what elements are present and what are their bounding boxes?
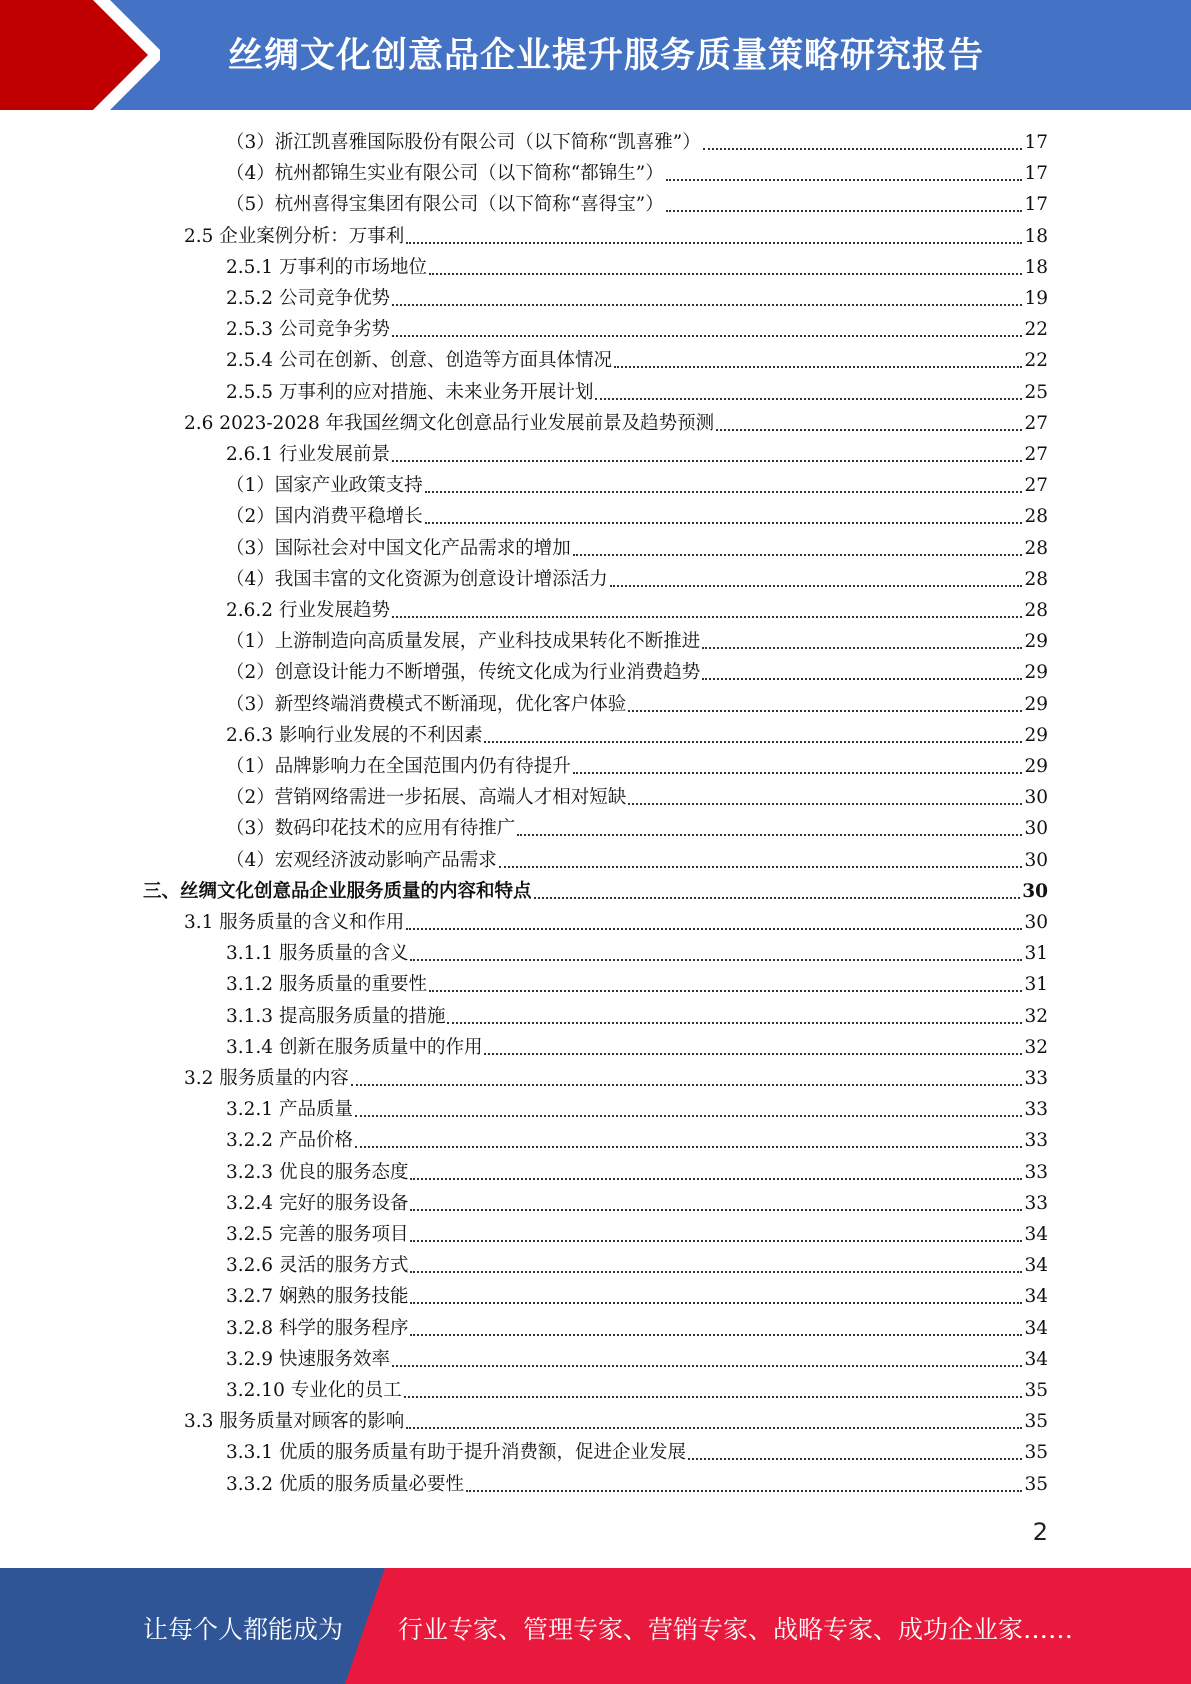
toc-dot-leader [410,1263,1022,1273]
toc-entry-label: 3.3.2 优质的服务质量必要性 [226,1473,464,1495]
report-title: 丝绸文化创意品企业提升服务质量策略研究报告 [228,36,985,76]
toc-entry-label: （1）国家产业政策支持 [226,475,423,497]
toc-dot-leader [534,889,1021,899]
toc-entry-page: 33 [1024,1099,1048,1121]
toc-entry-page: 30 [1024,787,1048,809]
toc-entry-label: 3.2 服务质量的内容 [184,1068,349,1089]
toc-dot-leader [614,358,1022,368]
toc-entry-label: （4）宏观经济波动影响产品需求 [226,849,497,871]
toc-entry[interactable] [226,814,1048,842]
toc-entry[interactable] [184,409,1048,437]
toc-dot-leader [410,1201,1022,1211]
toc-dot-leader [355,1138,1023,1148]
toc-entry[interactable] [226,1158,1048,1186]
toc-entry[interactable] [226,846,1048,874]
toc-dot-leader [425,514,1023,524]
toc-entry-page: 19 [1024,288,1048,309]
toc-entry[interactable] [226,783,1048,811]
toc-entry-page: 29 [1024,631,1048,653]
toc-entry-label: 2.5.5 万事利的应对措施、未来业务开展计划 [226,381,594,403]
toc-dot-leader [573,764,1023,774]
toc-entry-label: （2）国内消费平稳增长 [226,506,423,528]
toc-entry-label: 3.1.1 服务质量的含义 [226,943,409,965]
toc-entry[interactable] [226,1095,1048,1123]
toc-entry-page: 30 [1024,912,1048,933]
toc-entry[interactable] [226,1220,1048,1248]
toc-dot-leader [392,1357,1022,1367]
toc-entry-page: 30 [1022,880,1048,902]
toc-entry-page: 34 [1024,1317,1048,1339]
toc-entry-label: 3.2.7 娴熟的服务技能 [226,1286,409,1308]
toc-entry-label: （4）我国丰富的文化资源为创意设计增添活力 [226,568,608,590]
toc-entry[interactable] [226,596,1048,624]
toc-dot-leader [466,1482,1022,1492]
toc-entry-page: 33 [1024,1068,1048,1089]
toc-entry-label: （4）杭州都锦生实业有限公司（以下简称“都锦生”） [226,163,664,185]
toc-dot-leader [410,1170,1022,1180]
toc-entry-page: 34 [1024,1286,1048,1308]
toc-dot-leader [410,1326,1022,1336]
toc-dot-leader [410,1294,1022,1304]
toc-dot-leader [392,296,1022,306]
toc-entry-page: 29 [1024,724,1048,746]
toc-entry-label: 3.2.5 完善的服务项目 [226,1224,409,1245]
toc-entry[interactable] [226,1438,1048,1466]
toc-entry[interactable] [226,1251,1048,1279]
toc-entry-page: 31 [1024,974,1048,996]
toc-entry-label: 3.1.2 服务质量的重要性 [226,974,427,996]
footer-slogan-left: 让每个人都能成为 [143,1615,344,1644]
toc-dot-leader [392,452,1022,462]
toc-dot-leader [703,140,1023,150]
toc-entry-label: （3）数码印花技术的应用有待推广 [226,818,516,840]
toc-dot-leader [404,1388,1023,1398]
toc-entry[interactable] [226,502,1048,530]
toc-entry[interactable] [226,565,1048,593]
toc-dot-leader [351,1076,1023,1086]
toc-entry-page: 33 [1024,1130,1048,1152]
toc-entry-page: 30 [1024,849,1048,871]
toc-dot-leader [410,951,1022,961]
toc-entry-page: 32 [1024,1005,1048,1027]
toc-entry[interactable] [226,1282,1048,1310]
toc-entry-label: （3）浙江凯喜雅国际股份有限公司（以下简称“凯喜雅”） [226,132,701,153]
toc-entry-page: 22 [1024,319,1048,341]
toc-entry-label: 3.1.4 创新在服务质量中的作用 [226,1036,483,1058]
toc-entry-page: 32 [1024,1036,1048,1058]
toc-dot-leader [499,858,1023,868]
toc-entry[interactable] [143,877,1048,905]
toc-entry[interactable] [226,253,1048,281]
toc-entry[interactable] [226,284,1048,312]
toc-entry-label: 3.1.3 提高服务质量的措施 [226,1005,446,1027]
toc-entry-label: （5）杭州喜得宝集团有限公司（以下简称“喜得宝”） [226,194,664,216]
toc-entry[interactable] [226,534,1048,562]
toc-entry-page: 33 [1024,1161,1048,1183]
toc-entry-label: 2.6.3 影响行业发展的不利因素 [226,724,483,746]
toc-entry-label: （1）品牌影响力在全国范围内仍有待提升 [226,756,571,777]
toc-entry-page: 35 [1024,1473,1048,1495]
toc-dot-leader [406,234,1022,244]
toc-entry[interactable] [226,315,1048,343]
toc-entry-page: 28 [1024,568,1048,590]
toc-entry-label: 3.2.8 科学的服务程序 [226,1317,409,1339]
toc-entry[interactable] [226,939,1048,967]
toc-dot-leader [595,390,1022,400]
toc-entry-label: （3）新型终端消费模式不断涌现，优化客户体验 [226,693,627,715]
toc-entry[interactable] [226,1345,1048,1373]
toc-entry[interactable] [184,1064,1048,1092]
toc-entry-label: 3.3 服务质量对顾客的影响 [184,1411,405,1433]
toc-entry-page: 18 [1024,225,1048,247]
toc-entry-page: 27 [1024,444,1048,465]
toc-entry-label: 3.2.1 产品质量 [226,1099,353,1121]
toc-entry[interactable] [226,1376,1048,1404]
toc-entry-page: 34 [1024,1224,1048,1245]
toc-entry-label: 2.5.3 公司竞争劣势 [226,319,390,341]
toc-entry-label: 3.2.3 优良的服务态度 [226,1161,409,1183]
toc-entry-page: 31 [1024,943,1048,965]
toc-dot-leader [517,826,1022,836]
toc-entry-label: 三、丝绸文化创意品企业服务质量的内容和特点 [143,880,532,902]
toc-entry-page: 35 [1024,1411,1048,1433]
toc-entry-page: 30 [1024,818,1048,840]
toc-entry-page: 17 [1024,194,1048,216]
toc-entry[interactable] [184,222,1048,250]
toc-entry-page: 29 [1024,662,1048,684]
toc-entry[interactable] [226,970,1048,998]
toc-entry-page: 29 [1024,693,1048,715]
toc-entry[interactable] [226,346,1048,374]
toc-dot-leader [447,1014,1022,1024]
toc-dot-leader [484,1045,1022,1055]
toc-entry-label: 2.6.2 行业发展趋势 [226,600,390,621]
toc-entry[interactable] [226,1189,1048,1217]
toc-dot-leader [716,421,1022,431]
toc-entry[interactable] [226,752,1048,780]
toc-entry-label: 3.1 服务质量的含义和作用 [184,912,405,933]
toc-entry-page: 28 [1024,600,1048,621]
footer-slogan-right: 行业专家、管理专家、营销专家、战略专家、成功企业家…… [398,1615,1074,1644]
toc-dot-leader [429,265,1022,275]
header-chevron-decoration [0,0,160,110]
page-footer [0,1568,1191,1684]
toc-entry-label: 2.5.4 公司在创新、创意、创造等方面具体情况 [226,350,612,372]
toc-dot-leader [429,982,1022,992]
toc-entry-page: 33 [1024,1192,1048,1214]
toc-entry[interactable] [226,159,1048,187]
toc-entry[interactable] [226,627,1048,655]
toc-entry-page: 17 [1024,132,1048,153]
toc-entry-label: 2.5.1 万事利的市场地位 [226,256,427,278]
page-number: 2 [1032,1518,1048,1546]
toc-entry-label: 3.2.10 专业化的员工 [226,1380,402,1401]
toc-entry[interactable] [226,1033,1048,1061]
toc-entry[interactable] [226,721,1048,749]
toc-entry[interactable] [184,1407,1048,1435]
toc-entry-label: 3.3.1 优质的服务质量有助于提升消费额，促进企业发展 [226,1442,686,1464]
toc-dot-leader [484,733,1022,743]
toc-entry[interactable] [226,128,1048,156]
toc-entry[interactable] [226,1470,1048,1498]
toc-dot-leader [425,483,1023,493]
toc-dot-leader [702,639,1022,649]
toc-entry-label: （3）国际社会对中国文化产品需求的增加 [226,537,571,559]
toc-entry-label: 3.2.2 产品价格 [226,1130,353,1152]
toc-entry[interactable] [226,1314,1048,1342]
toc-entry-page: 34 [1024,1255,1048,1277]
toc-entry-page: 27 [1024,412,1048,434]
toc-dot-leader [392,608,1022,618]
toc-entry-page: 18 [1024,256,1048,278]
toc-entry[interactable] [226,190,1048,218]
toc-entry-label: 2.5.2 公司竞争优势 [226,288,390,309]
toc-entry-page: 27 [1024,475,1048,497]
toc-entry[interactable] [226,1126,1048,1154]
toc-entry[interactable] [184,908,1048,936]
toc-entry-page: 22 [1024,350,1048,372]
toc-dot-leader [688,1450,1022,1460]
toc-entry[interactable] [226,440,1048,468]
toc-entry-page: 34 [1024,1348,1048,1370]
toc-entry-page: 25 [1024,381,1048,403]
toc-entry-page: 35 [1024,1380,1048,1401]
toc-dot-leader [406,1419,1022,1429]
toc-dot-leader [628,702,1022,712]
toc-dot-leader [392,327,1022,337]
toc-dot-leader [666,171,1023,181]
toc-entry-label: 2.5 企业案例分析：万事利 [184,225,405,247]
toc-dot-leader [410,1232,1022,1242]
toc-dot-leader [702,670,1022,680]
toc-entry-page: 29 [1024,756,1048,777]
toc-entry-label: 3.2.6 灵活的服务方式 [226,1255,409,1277]
toc-dot-leader [573,546,1023,556]
toc-entry[interactable] [226,690,1048,718]
toc-entry[interactable] [226,378,1048,406]
toc-entry[interactable] [226,658,1048,686]
toc-entry-page: 35 [1024,1442,1048,1464]
toc-dot-leader [355,1107,1023,1117]
toc-entry-label: 3.2.4 完好的服务设备 [226,1192,409,1214]
toc-dot-leader [610,577,1023,587]
toc-entry[interactable] [226,1002,1048,1030]
toc-entry-page: 28 [1024,506,1048,528]
toc-dot-leader [628,795,1022,805]
toc-dot-leader [406,920,1022,930]
toc-entry-page: 28 [1024,537,1048,559]
toc-entry-label: （2）创意设计能力不断增强，传统文化成为行业消费趋势 [226,662,701,684]
toc-entry-label: （2）营销网络需进一步拓展、高端人才相对短缺 [226,787,627,809]
toc-entry-label: （1）上游制造向高质量发展，产业科技成果转化不断推进 [226,631,701,653]
toc-entry-label: 2.6 2023-2028 年我国丝绸文化创意品行业发展前景及趋势预测 [184,412,715,434]
toc-entry-label: 2.6.1 行业发展前景 [226,444,390,465]
toc-dot-leader [666,202,1023,212]
toc-entry[interactable] [226,471,1048,499]
toc-entry-page: 17 [1024,163,1048,185]
toc-entry-label: 3.2.9 快速服务效率 [226,1348,390,1370]
page-header [0,0,1191,110]
